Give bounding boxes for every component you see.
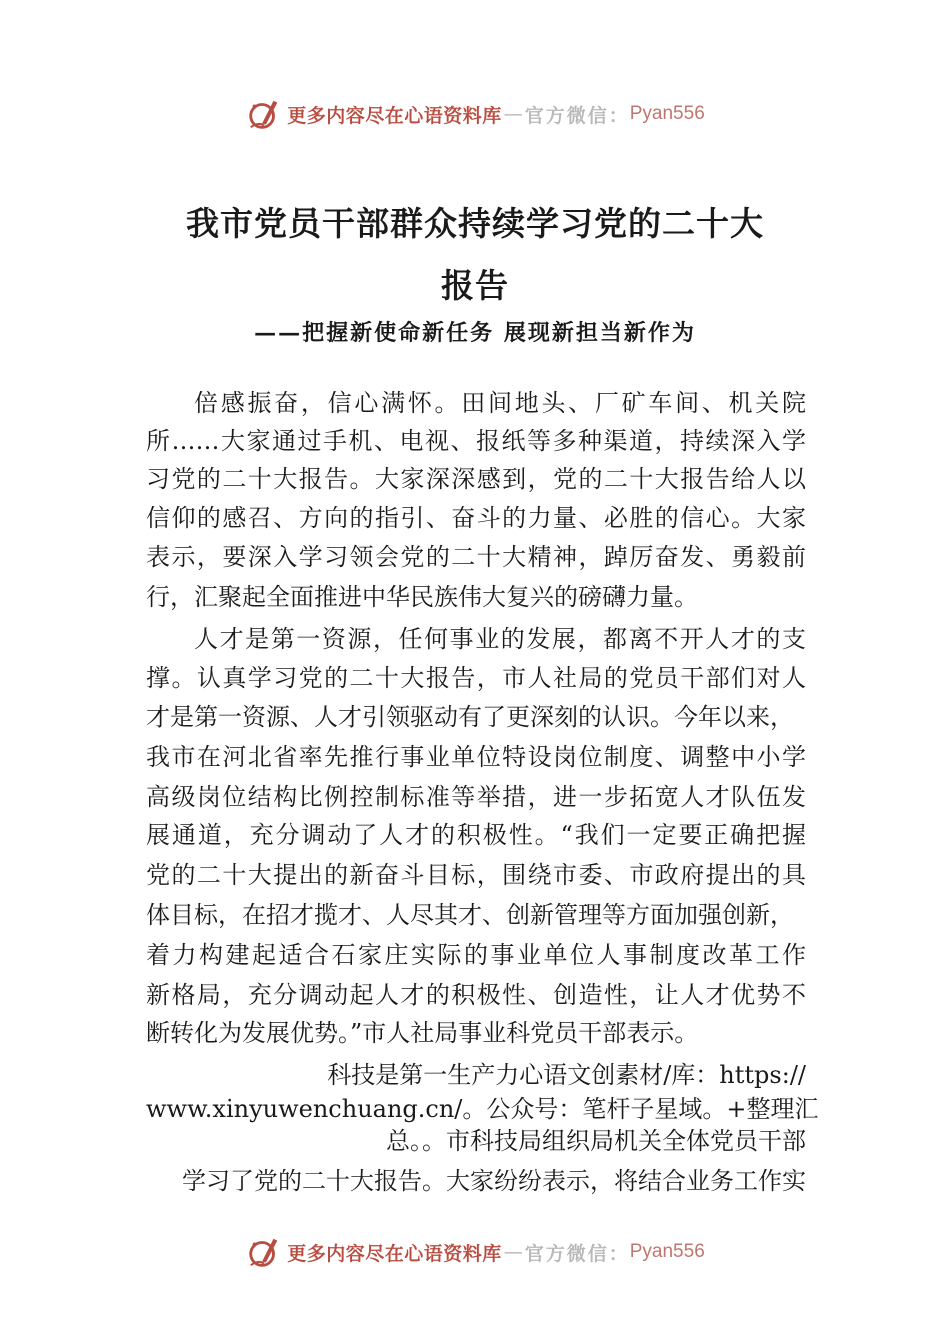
page-title-continued: 报告 [441,266,509,305]
page-subtitle: ——把握新使命新任务 展现新担当新作为 [254,320,696,346]
body-line: 党的二十大提出的新奋斗目标，围绕市委、市政府提出的具 [146,861,806,889]
body-line: 新格局，充分调动起人才的积极性、创造性，让人才优势不 [146,981,806,1009]
watermark-text: 更多内容尽在心语资料库 [287,104,502,127]
body-line: 信仰的感召、方向的指引、奋斗的力量、必胜的信心。大家 [146,504,806,532]
body-line: 高级岗位结构比例控制标准等举措，进一步拓宽人才队伍发 [146,783,806,811]
body-line: 总。。市科技局组织局机关全体党员干部 [386,1127,806,1155]
body-line: 撑。认真学习党的二十大报告，市人社局的党员干部们对人 [146,664,806,692]
footer-watermark [0,1232,950,1272]
body-line: 科技是第一生产力心语文创素材/库：https:// [327,1061,806,1089]
header-watermark [0,94,950,134]
page-title: 我市党员干部群众持续学习党的二十大 [186,204,764,243]
quill-logo-icon [245,1233,283,1271]
watermark-separator: — [503,103,523,125]
quill-logo-icon [245,95,283,133]
body-line: 习党的二十大报告。大家深深感到，党的二十大报告给人以 [146,465,806,493]
body-line: 展通道，充分调动了人才的积极性。“我们一定要正确把握 [146,821,806,849]
watermark-wechat-label: 官方微信： [524,1242,630,1265]
watermark-wechat-id: Pyan556 [629,103,705,124]
body-line: 断转化为发展优势。”市人社局事业科党员干部表示。 [146,1019,699,1047]
body-line: 才是第一资源、人才引领驱动有了更深刻的认识。今年以来， [146,703,794,731]
body-line: 体目标，在招才揽才、人尽其才、创新管理等方面加强创新， [146,901,794,929]
body-line: 着力构建起适合石家庄实际的事业单位人事制度改革工作 [146,941,806,969]
body-line: 我市在河北省率先推行事业单位特设岗位制度、调整中小学 [146,743,806,771]
watermark-text: 更多内容尽在心语资料库 [287,1242,502,1265]
watermark-separator: — [503,1241,523,1263]
body-line: 人才是第一资源，任何事业的发展，都离不开人才的支 [194,625,806,653]
body-line: 行，汇聚起全面推进中华民族伟大复兴的磅礴力量。 [146,583,698,611]
body-line: 所……大家通过手机、电视、报纸等多种渠道，持续深入学 [146,427,806,455]
body-line: www.xinyuwenchuang.cn/。公众号：笔杆子星域。+整理汇 [146,1095,819,1123]
body-line: 表示，要深入学习领会党的二十大精神，踔厉奋发、勇毅前 [146,543,806,571]
body-line: 倍感振奋，信心满怀。田间地头、厂矿车间、机关院 [194,389,806,417]
watermark-wechat-label: 官方微信： [524,104,630,127]
watermark-wechat-id: Pyan556 [629,1241,705,1262]
body-line: 学习了党的二十大报告。大家纷纷表示，将结合业务工作实 [182,1167,806,1195]
